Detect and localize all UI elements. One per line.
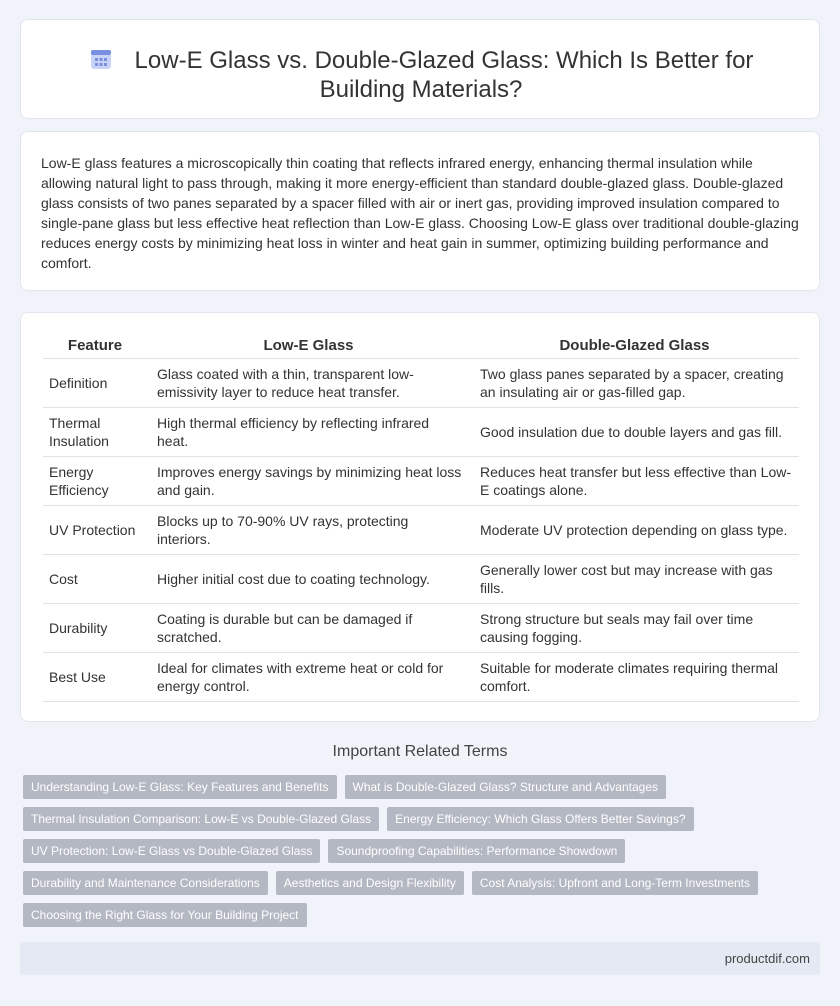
related-term-tag[interactable]: What is Double-Glazed Glass? Structure and Advantages xyxy=(345,775,667,799)
double-glazed-cell: Generally lower cost but may increase with gas fills. xyxy=(470,554,799,603)
low-e-cell: Higher initial cost due to coating technology. xyxy=(147,554,470,603)
low-e-cell: Improves energy savings by minimizing heat loss and gain. xyxy=(147,456,470,505)
double-glazed-cell: Two glass panes separated by a spacer, creating an insulating air or gas-filled gap. xyxy=(470,358,799,407)
low-e-cell: Coating is durable but can be damaged if scratched. xyxy=(147,603,470,652)
double-glazed-cell: Strong structure but seals may fail over time causing fogging. xyxy=(470,603,799,652)
feature-cell: Cost xyxy=(43,554,147,603)
intro-paragraph: Low-E glass features a microscopically thin coating that reflects infrared energy, enhancing thermal insulation while allowing natural light to pass through, making it more energy-efficient than standard double-glazed glass. Double-glazed glass consists of two panes separated by a spacer filled with air or inert gas, providing improved insulation compared to single-pane glass but less effective heat reflection than Low-E glass. Choosing Low-E glass over traditional double-glazing reduces energy costs by minimizing heat loss in winter and heat gain in summer, optimizing building performance and comfort. xyxy=(41,155,799,271)
related-term-tag[interactable]: UV Protection: Low-E Glass vs Double-Glazed Glass xyxy=(23,839,320,863)
feature-cell: Thermal Insulation xyxy=(43,407,147,456)
feature-cell: Energy Efficiency xyxy=(43,456,147,505)
tag-row xyxy=(23,871,823,895)
table-row xyxy=(43,603,799,652)
header-double-glazed: Double-Glazed Glass xyxy=(470,333,799,358)
table-row xyxy=(43,358,799,407)
feature-cell: Durability xyxy=(43,603,147,652)
footer-bar xyxy=(20,942,820,975)
header-feature: Feature xyxy=(43,333,147,358)
comparison-table-card xyxy=(20,312,820,722)
related-term-tag[interactable]: Understanding Low-E Glass: Key Features and Benefits xyxy=(23,775,337,799)
low-e-cell: Glass coated with a thin, transparent low-emissivity layer to reduce heat transfer. xyxy=(147,358,470,407)
feature-cell: UV Protection xyxy=(43,505,147,554)
tag-row xyxy=(23,903,823,927)
related-term-tag[interactable]: Cost Analysis: Upfront and Long-Term Investments xyxy=(472,871,758,895)
page-title xyxy=(61,46,781,104)
calendar-grid-icon xyxy=(89,47,113,71)
related-term-tag[interactable]: Thermal Insulation Comparison: Low-E vs Double-Glazed Glass xyxy=(23,807,379,831)
intro-card xyxy=(20,131,820,291)
site-name[interactable]: productdif.com xyxy=(724,951,810,966)
related-terms-heading: Important Related Terms xyxy=(332,743,508,760)
comparison-table xyxy=(43,333,799,702)
double-glazed-cell: Suitable for moderate climates requiring thermal comfort. xyxy=(470,652,799,701)
related-term-tag[interactable]: Energy Efficiency: Which Glass Offers Better Savings? xyxy=(387,807,693,831)
related-terms-list xyxy=(23,775,823,935)
table-row xyxy=(43,652,799,701)
double-glazed-cell: Moderate UV protection depending on glass type. xyxy=(470,505,799,554)
low-e-cell: Ideal for climates with extreme heat or cold for energy control. xyxy=(147,652,470,701)
table-row xyxy=(43,456,799,505)
header-card xyxy=(20,19,820,119)
related-term-tag[interactable]: Choosing the Right Glass for Your Building Project xyxy=(23,903,307,927)
double-glazed-cell: Reduces heat transfer but less effective than Low-E coatings alone. xyxy=(470,456,799,505)
related-term-tag[interactable]: Durability and Maintenance Considerations xyxy=(23,871,268,895)
table-header-row xyxy=(43,333,799,358)
related-term-tag[interactable]: Aesthetics and Design Flexibility xyxy=(276,871,464,895)
header-low-e: Low-E Glass xyxy=(147,333,470,358)
low-e-cell: Blocks up to 70-90% UV rays, protecting interiors. xyxy=(147,505,470,554)
feature-cell: Definition xyxy=(43,358,147,407)
double-glazed-cell: Good insulation due to double layers and gas fill. xyxy=(470,407,799,456)
table-row xyxy=(43,407,799,456)
tag-row xyxy=(23,807,823,831)
table-row xyxy=(43,554,799,603)
tag-row xyxy=(23,839,823,863)
feature-cell: Best Use xyxy=(43,652,147,701)
table-row xyxy=(43,505,799,554)
tag-row xyxy=(23,775,823,799)
page-title-text: Low-E Glass vs. Double-Glazed Glass: Which Is Better for Building Materials? xyxy=(134,47,754,103)
related-term-tag[interactable]: Soundproofing Capabilities: Performance Showdown xyxy=(328,839,625,863)
low-e-cell: High thermal efficiency by reflecting infrared heat. xyxy=(147,407,470,456)
